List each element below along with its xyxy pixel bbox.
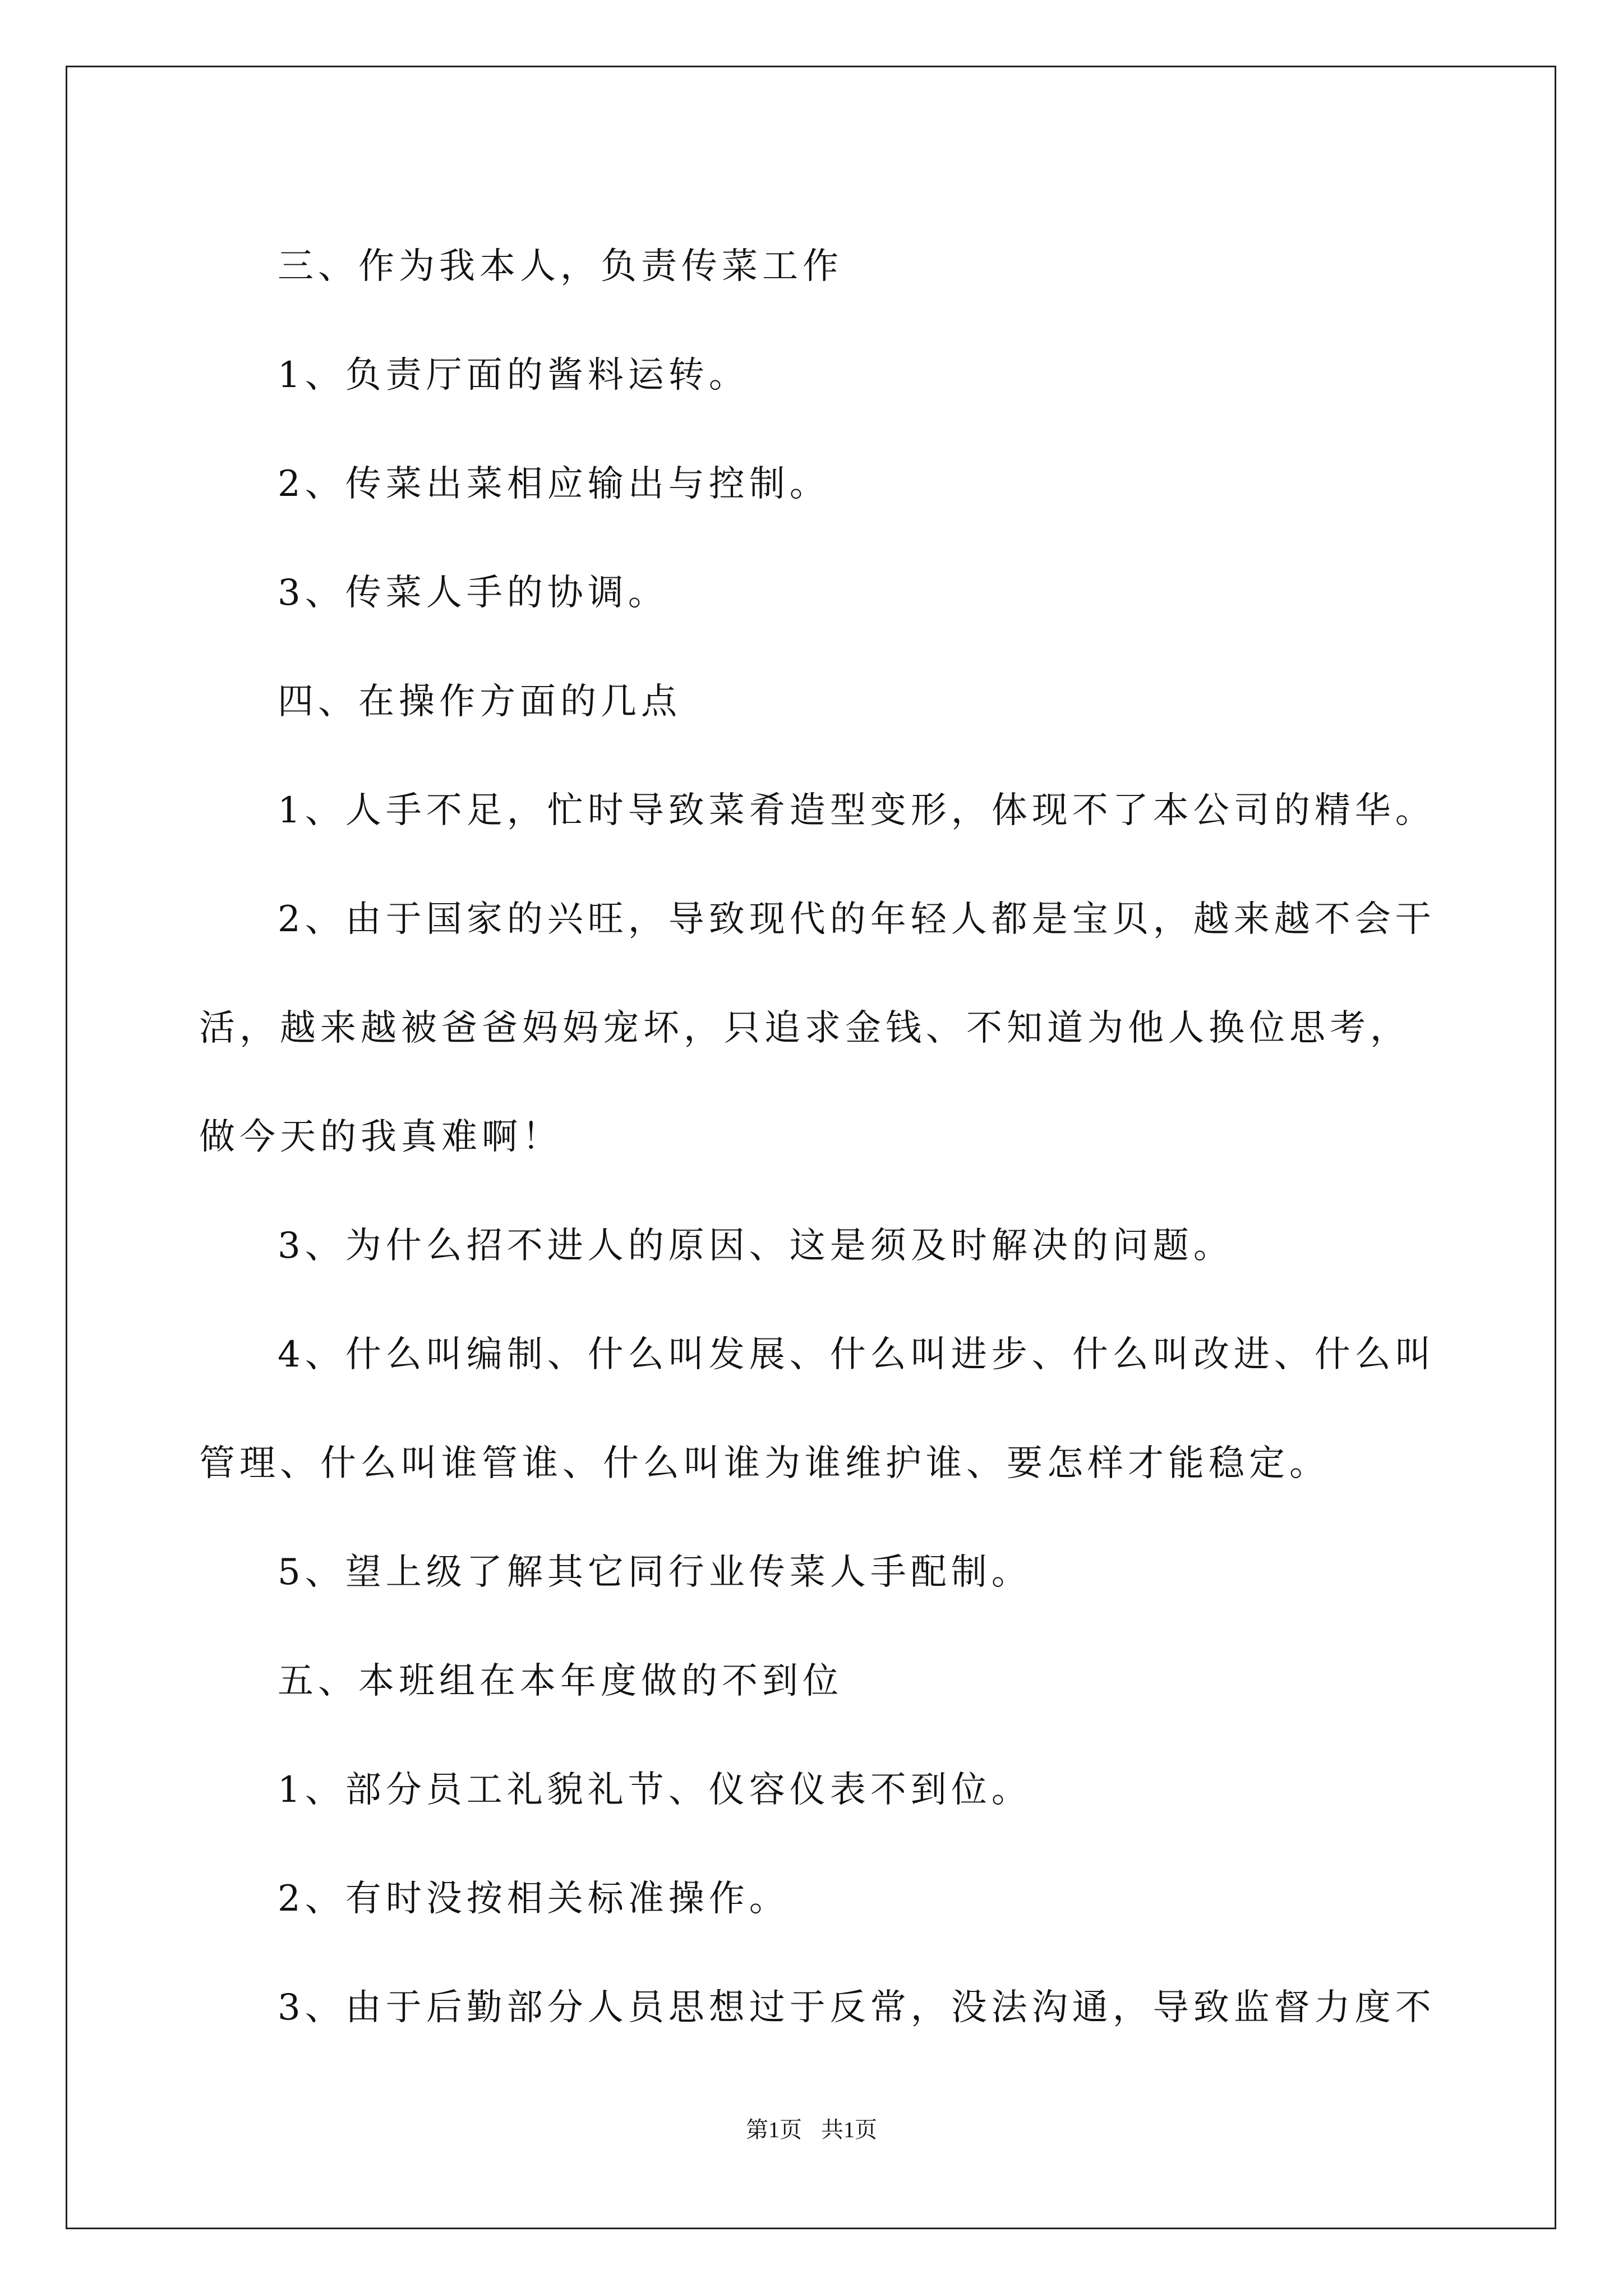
paragraph: 4、什么叫编制、什么叫发展、什么叫进步、什么叫改进、什么叫 bbox=[278, 1334, 1436, 1375]
paragraph: 1、部分员工礼貌礼节、仪容仪表不到位。 bbox=[278, 1769, 1032, 1811]
paragraph-continuation: 活，越来越被爸爸妈妈宠坏，只追求金钱、不知道为他人换位思考， bbox=[199, 1007, 1410, 1049]
section-heading-five: 五、本班组在本年度做的不到位 bbox=[278, 1660, 843, 1702]
paragraph: 3、为什么招不进人的原因、这是须及时解决的问题。 bbox=[278, 1225, 1234, 1267]
page-number: 第1页 bbox=[746, 2117, 802, 2142]
paragraph-continuation: 管理、什么叫谁管谁、什么叫谁为谁维护谁、要怎样才能稳定。 bbox=[199, 1443, 1330, 1484]
page-total: 共1页 bbox=[821, 2117, 877, 2142]
paragraph: 3、传菜人手的协调。 bbox=[278, 572, 668, 614]
paragraph: 1、人手不足，忙时导致菜肴造型变形，体现不了本公司的精华。 bbox=[278, 790, 1436, 831]
section-heading-three: 三、作为我本人，负责传菜工作 bbox=[278, 246, 843, 287]
paragraph: 3、由于后勤部分人员思想过于反常，没法沟通，导致监督力度不 bbox=[278, 1987, 1436, 2028]
paragraph: 1、负责厅面的酱料运转。 bbox=[278, 355, 749, 396]
section-heading-four: 四、在操作方面的几点 bbox=[278, 681, 681, 723]
paragraph-continuation: 做今天的我真难啊！ bbox=[199, 1116, 562, 1158]
paragraph: 2、有时没按相关标准操作。 bbox=[278, 1878, 790, 1920]
document-body bbox=[199, 212, 1436, 2062]
page-footer bbox=[0, 2112, 1623, 2144]
paragraph: 2、传菜出菜相应输出与控制。 bbox=[278, 463, 830, 505]
paragraph: 2、由于国家的兴旺，导致现代的年轻人都是宝贝，越来越不会干 bbox=[278, 899, 1436, 940]
paragraph: 5、望上级了解其它同行业传菜人手配制。 bbox=[278, 1552, 1032, 1593]
